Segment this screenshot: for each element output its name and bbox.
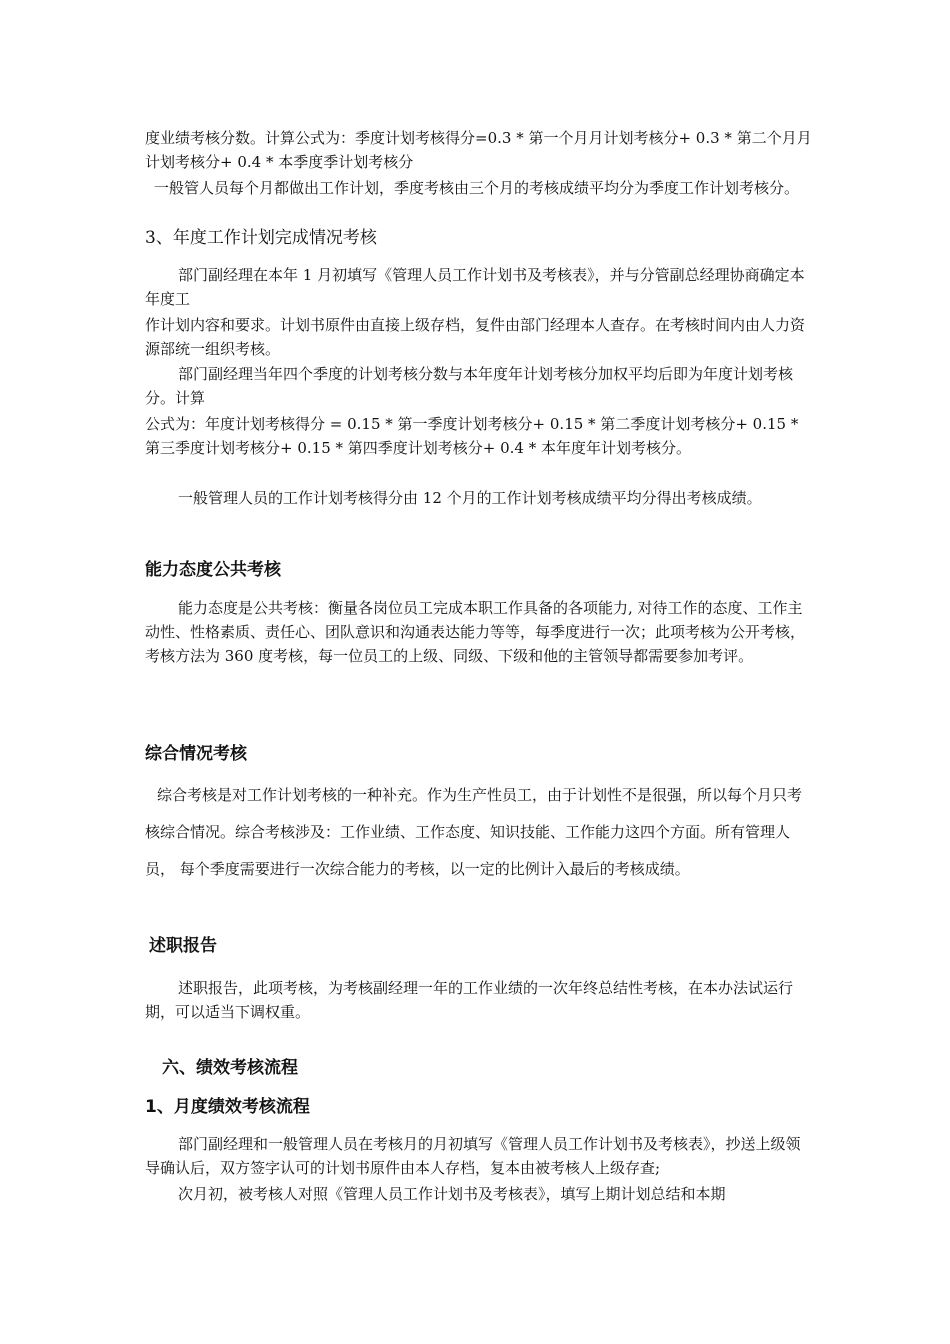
paragraph-comprehensive: 综合考核是对工作计划考核的一种补充。作为生产性员工，由于计划性不是很强，所以每个月只考核综合情况。综合考核涉及：工作业绩、工作态度、知识技能、工作能力这四个方面。所有管理人员， 每个季度需要进行一次综合能力的考核，以一定的比例计入最后的考核成绩。 bbox=[145, 786, 803, 878]
heading-monthly-process: 1、月度绩效考核流程 bbox=[145, 1097, 310, 1117]
paragraph-work-report: 述职报告，此项考核，为考核副经理一年的工作业绩的一次年终总结性考核，在本办法试运行期，可以适当下调权重。 bbox=[145, 979, 794, 1021]
paragraph-general-staff-annual: 一般管理人员的工作计划考核得分由 12 个月的工作计划考核成绩平均分得出考核成绩。 bbox=[178, 489, 762, 507]
paragraph-ability-attitude: 能力态度是公共考核：衡量各岗位员工完成本职工作具备的各项能力, 对待工作的态度、工作主动性、性格素质、责任心、团队意识和沟通表达能力等等，每季度进行一次；此项考核为公开考核，考核方法为 360 度考核，每一位员工的上级、同级、下级和他的主管领导都需要参加考评。 bbox=[145, 599, 806, 665]
paragraph-annual-plan-fill: 部门副经理在本年 1 月初填写《管理人员工作计划书及考核表》，并与分管副总经理协商确定本年度工 bbox=[145, 266, 805, 308]
paragraph-annual-plan-archive: 作计划内容和要求。计划书原件由直接上级存档，复件由部门经理本人查存。在考核时间内由人力资源部统一组织考核。 bbox=[145, 316, 806, 358]
paragraph-quarterly-formula: 度业绩考核分数。计算公式为：季度计划考核得分=0.3 * 第一个月月计划考核分+ 0.3 * 第二个月月计划考核分+ 0.4 * 本季度季计划考核分 bbox=[145, 129, 812, 171]
paragraph-next-month: 次月初，被考核人对照《管理人员工作计划书及考核表》，填写上期计划总结和本期 bbox=[178, 1185, 726, 1203]
paragraph-general-staff-quarterly: 一般管人员每个月都做出工作计划，季度考核由三个月的考核成绩平均分为季度工作计划考核分。 bbox=[154, 179, 800, 197]
heading-comprehensive: 综合情况考核 bbox=[145, 744, 247, 764]
heading-work-report: 述职报告 bbox=[149, 936, 217, 956]
heading-annual-plan-assessment: 3、年度工作计划完成情况考核 bbox=[145, 228, 377, 248]
paragraph-annual-formula: 公式为：年度计划考核得分 = 0.15 * 第一季度计划考核分+ 0.15 * 第二季度计划考核分+ 0.15 * 第三季度计划考核分+ 0.15 * 第四季度计划考核分+ 0.4 * 本年度年计划考核分。 bbox=[145, 415, 799, 457]
paragraph-monthly-fill: 部门副经理和一般管理人员在考核月的月初填写《管理人员工作计划书及考核表》，抄送上级领导确认后，双方签字认可的计划书原件由本人存档，复本由被考核人上级存查; bbox=[145, 1135, 801, 1177]
heading-performance-process: 六、绩效考核流程 bbox=[162, 1058, 298, 1078]
heading-ability-attitude: 能力态度公共考核 bbox=[145, 560, 281, 580]
paragraph-annual-weighting: 部门副经理当年四个季度的计划考核分数与本年度年计划考核分加权平均后即为年度计划考核分。计算 bbox=[145, 365, 794, 407]
